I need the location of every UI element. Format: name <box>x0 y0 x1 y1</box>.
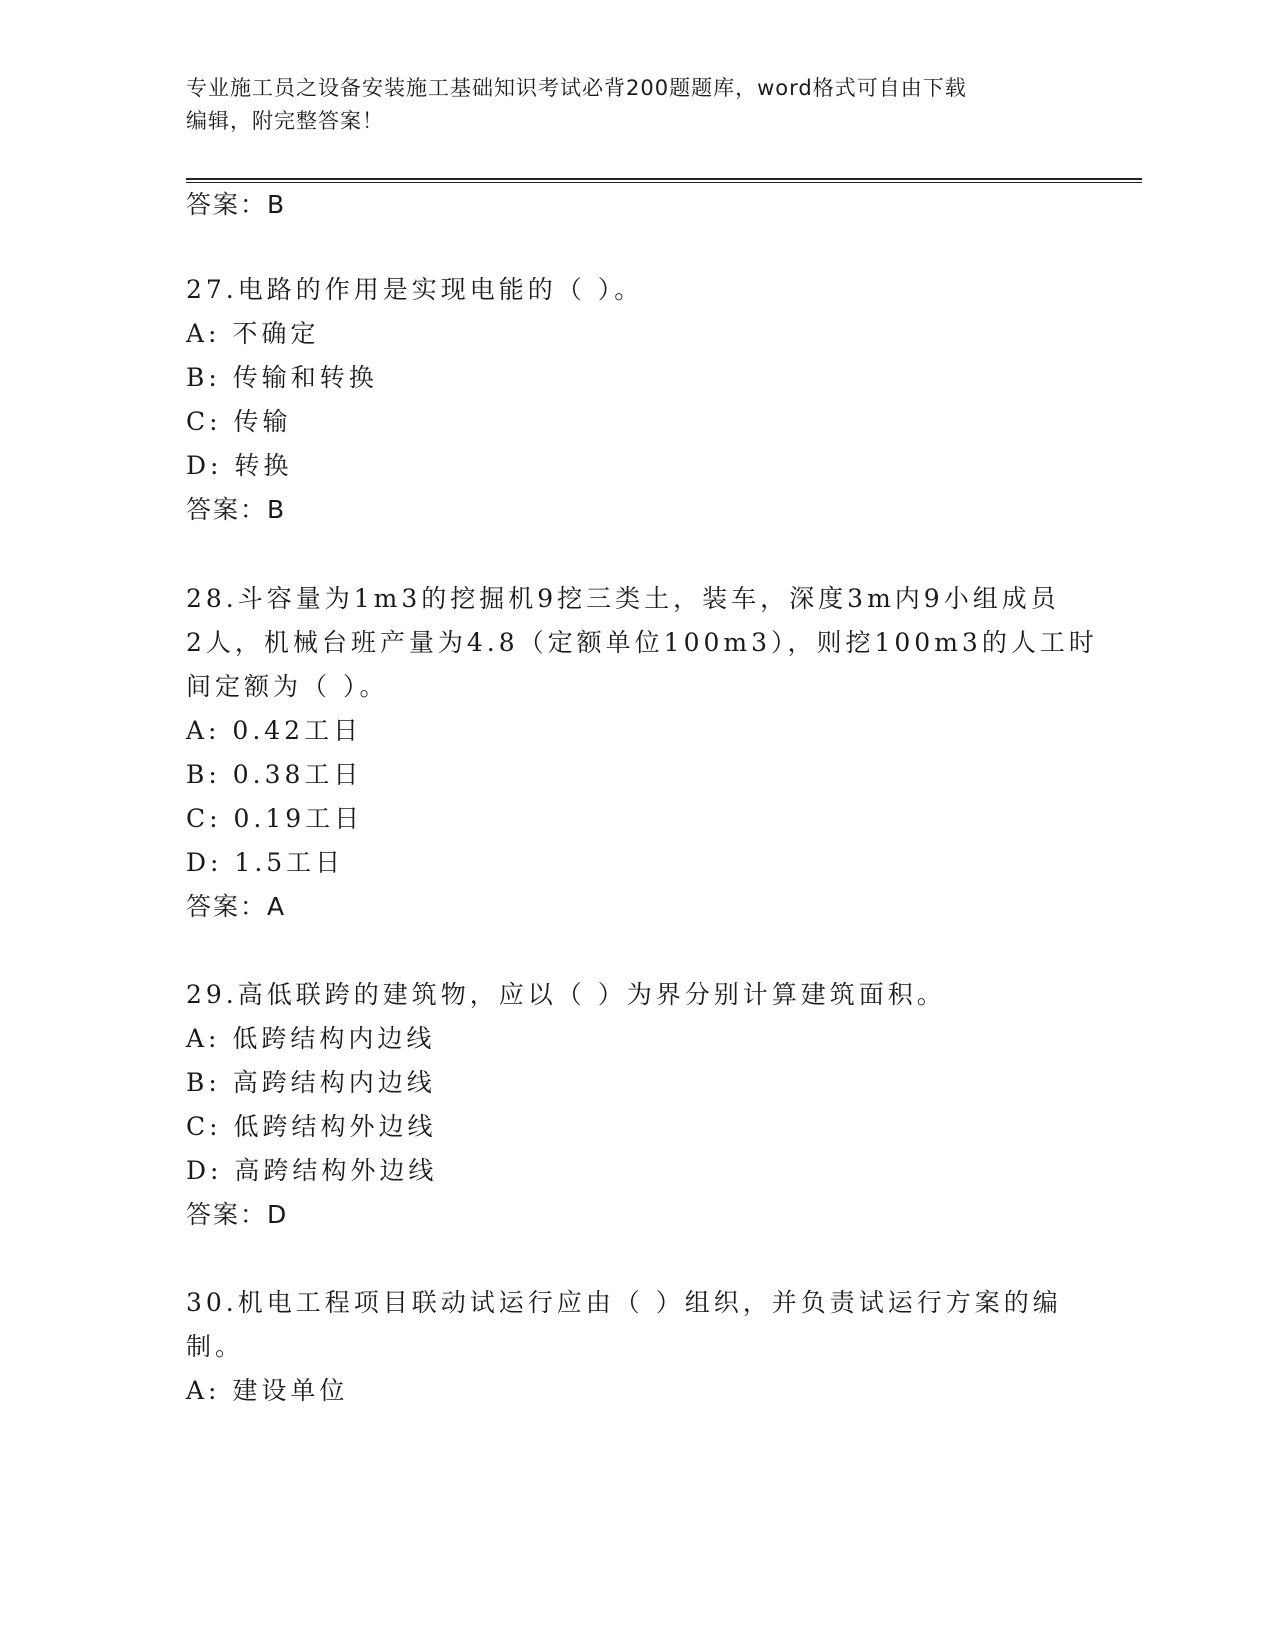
header-line-2: 编辑，附完整答案！ <box>186 109 384 133</box>
header-divider <box>186 178 1142 183</box>
question-29-option-d: D: 高跨结构外边线 <box>186 1156 438 1185</box>
question-28-stem-line-3: 间定额为（ ）。 <box>186 672 389 701</box>
question-27-option-c: C: 传输 <box>186 407 292 436</box>
question-28-option-a: A: 0.42工日 <box>186 716 363 745</box>
question-29-stem: 29.高低联跨的建筑物，应以（ ）为界分别计算建筑面积。 <box>186 980 946 1009</box>
question-28-option-c: C: 0.19工日 <box>186 804 364 833</box>
previous-answer: 答案：B <box>186 190 287 219</box>
question-27-answer: 答案：B <box>186 495 287 524</box>
question-28-stem-line-1: 28.斗容量为1m3的挖掘机9挖三类土，装车，深度3m内9小组成员 <box>186 584 1060 613</box>
question-30-stem-line-1: 30.机电工程项目联动试运行应由（ ）组织，并负责试运行方案的编 <box>186 1288 1062 1317</box>
question-27-option-d: D: 转换 <box>186 451 293 480</box>
question-30-stem-line-2: 制。 <box>186 1332 245 1361</box>
question-29-answer: 答案：D <box>186 1200 289 1229</box>
question-27-option-b: B: 传输和转换 <box>186 363 378 392</box>
question-28-option-b: B: 0.38工日 <box>186 760 363 789</box>
question-28-answer: 答案：A <box>186 892 287 921</box>
question-30-option-a: A: 建设单位 <box>186 1376 349 1405</box>
question-28-stem-line-2: 2人，机械台班产量为4.8（定额单位100m3），则挖100m3的人工时 <box>186 628 1098 657</box>
question-29-option-c: C: 低跨结构外边线 <box>186 1112 437 1141</box>
question-28-option-d: D: 1.5工日 <box>186 848 345 877</box>
header-line-1: 专业施工员之设备安装施工基础知识考试必背200题题库，word格式可自由下载 <box>186 76 967 100</box>
question-27-stem: 27.电路的作用是实现电能的（ ）。 <box>186 275 644 304</box>
question-29-option-b: B: 高跨结构内边线 <box>186 1068 436 1097</box>
question-27-option-a: A: 不确定 <box>186 319 320 348</box>
document-header <box>186 72 1066 138</box>
question-29-option-a: A: 低跨结构内边线 <box>186 1024 436 1053</box>
